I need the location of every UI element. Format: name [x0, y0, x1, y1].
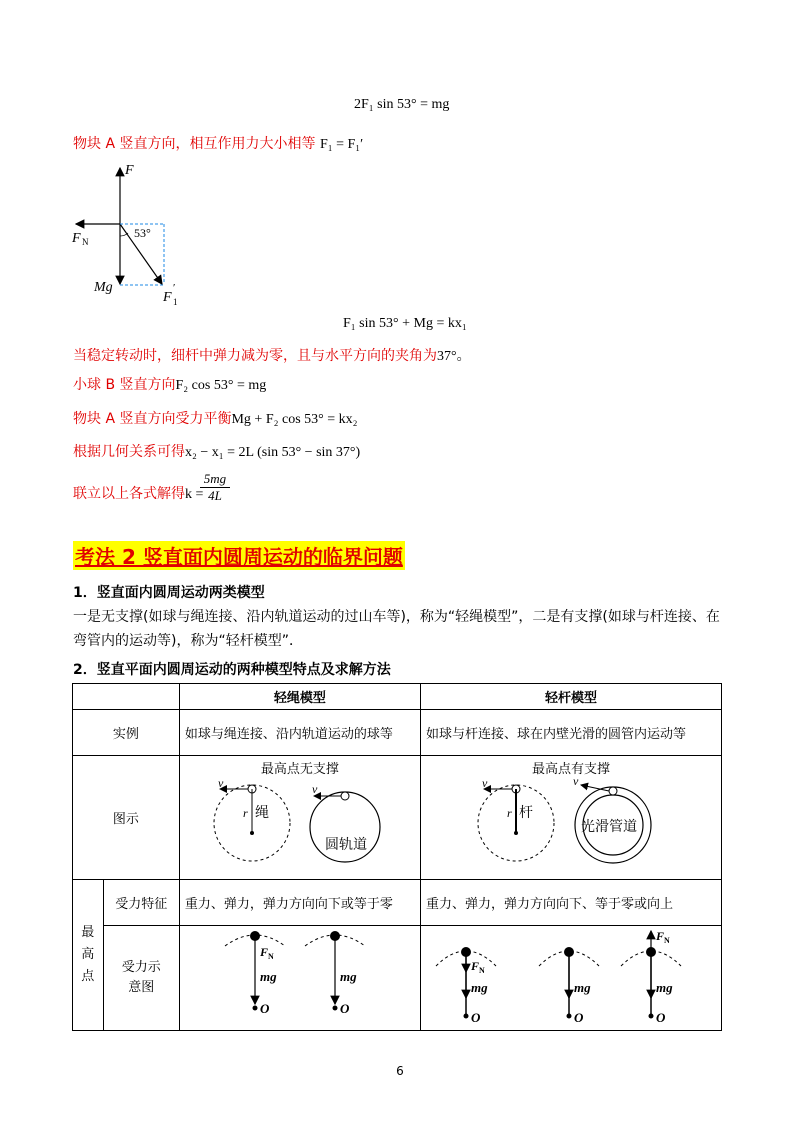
o-label-5: O — [656, 1010, 666, 1025]
fn-sub-3: N — [664, 936, 670, 945]
row-label-diagram: 图示 — [73, 756, 180, 880]
label-Mg: Mg — [94, 280, 113, 295]
line1-text: 物块 A 竖直方向，相互作用力大小相等 — [73, 136, 320, 152]
diagram-rod-cell — [421, 756, 722, 880]
fn-label-1: F — [259, 945, 268, 959]
line6-text: 联立以上各式解得 — [73, 486, 185, 502]
row-label-example: 实例 — [73, 710, 180, 756]
fn-sub-1: N — [267, 952, 274, 961]
fdiagram-rope-cell — [179, 926, 420, 1031]
row-label-fdiagram: 受力示意图 — [103, 926, 179, 1031]
line4-text: 物块 A 竖直方向受力平衡 — [73, 411, 232, 427]
example-rod: 如球与杆连接、球在内壁光滑的圆管内运动等 — [421, 710, 722, 756]
mg-label-2: mg — [339, 969, 357, 984]
text-line-5 — [73, 441, 360, 461]
line5-eq: x₂ − x₁ = 2L (sin 53° − sin 37°) — [185, 445, 361, 460]
heading-1: 1．竖直面内圆周运动两类模型 — [73, 585, 265, 601]
equation-1: 2F₁ sin 53° = mg — [354, 97, 450, 112]
v-label-1: v — [217, 777, 224, 790]
equation-2: F₁ sin 53° + Mg = kx₁ — [343, 316, 467, 331]
diagram-rope-caption: 最高点无支撑 — [260, 762, 339, 777]
label-F: F — [125, 163, 134, 178]
example-rope: 如球与绳连接、沿内轨道运动的球等 — [179, 710, 420, 756]
label-F1p-sub: 1 — [173, 297, 178, 307]
row-label-force: 受力特征 — [103, 880, 179, 926]
line1-eq: F₁ = F₁′ — [319, 137, 364, 152]
table-row-diagram — [73, 756, 722, 880]
o-label-3: O — [471, 1010, 481, 1025]
o-label-2: O — [339, 1001, 350, 1016]
label-angle: 53° — [134, 226, 151, 240]
label-FN: F — [72, 231, 81, 246]
line3-text: 小球 B 竖直方向 — [73, 377, 176, 393]
mg-label-1: mg — [259, 969, 277, 984]
label-FN-sub: N — [82, 237, 89, 247]
text-line-6 — [73, 483, 203, 503]
mg-label-5: mg — [656, 980, 673, 995]
diagram-rod-caption: 最高点有支撑 — [531, 762, 610, 777]
tube-label: 光滑管道 — [581, 820, 637, 835]
label-F1p: F — [163, 290, 172, 305]
r-label-1: r — [242, 806, 248, 820]
table-header-row — [73, 684, 722, 710]
rope-model-diagram — [180, 777, 412, 873]
line5-text: 根据几何关系可得 — [73, 444, 185, 460]
diagram-rope-cell — [179, 756, 420, 880]
page-number: 6 — [396, 1064, 404, 1078]
force-rod: 重力、弹力，弹力方向向下、等于零或向上 — [421, 880, 722, 926]
header-rod: 轻杆模型 — [421, 684, 722, 710]
text-line-2 — [73, 345, 471, 365]
table-row-force — [73, 880, 722, 926]
line6-k: k = — [185, 487, 204, 502]
rod-model-diagram — [421, 777, 721, 873]
model-table — [72, 683, 722, 1031]
track-label: 圆轨道 — [324, 838, 367, 853]
fn-label-3: F — [656, 929, 665, 943]
row-label-top: 最高点 — [73, 880, 104, 1031]
heading-2: 2．竖直平面内圆周运动的两种模型特点及求解方法 — [73, 662, 391, 678]
o-label-1: O — [259, 1001, 270, 1016]
table-row-example — [73, 710, 722, 756]
line2-eq: 37°。 — [437, 349, 471, 364]
rod-force-diagram — [421, 926, 721, 1026]
text-line-1 — [73, 133, 363, 153]
text-line-4 — [73, 408, 358, 428]
header-rope: 轻绳模型 — [179, 684, 420, 710]
mg-label-3: mg — [471, 980, 488, 995]
force-diagram — [70, 160, 190, 310]
label-F1p-prime: ′ — [173, 282, 176, 294]
force-rope: 重力、弹力，弹力方向向下或等于零 — [179, 880, 420, 926]
r-label-2: r — [507, 806, 512, 820]
fraction-den: 4L — [208, 488, 222, 503]
line2-text: 当稳定转动时，细杆中弹力减为零，且与水平方向的夹角为 — [73, 348, 437, 364]
table-row-force-diagram — [73, 926, 722, 1031]
text-line-3 — [73, 374, 266, 394]
fdiagram-rod-cell — [421, 926, 722, 1031]
v-label-3: v — [482, 777, 488, 790]
fn-sub-2: N — [479, 966, 485, 975]
rod-label: 杆 — [519, 806, 533, 821]
v-label-2: v — [311, 782, 318, 796]
v-label-4: v — [573, 777, 579, 788]
o-label-4: O — [574, 1010, 584, 1025]
section-title: 考法 2 竖直面内圆周运动的临界问题 — [73, 541, 405, 570]
mg-label-4: mg — [574, 980, 591, 995]
paragraph-1: 一是无支撑(如球与绳连接、沿内轨道运动的过山车等)，称为“轻绳模型”，二是有支撑(如球与杆连接、在弯管内的运动等)，称为“轻杆模型”． — [73, 609, 720, 649]
rope-label: 绳 — [254, 806, 269, 821]
line3-eq: F₂ cos 53° = mg — [175, 378, 267, 393]
line4-eq: Mg + F₂ cos 53° = kx₂ — [231, 412, 358, 427]
fn-label-2: F — [471, 959, 480, 973]
fraction-num: 5mg — [200, 471, 230, 488]
fraction — [200, 471, 230, 504]
rope-force-diagram — [180, 926, 412, 1026]
